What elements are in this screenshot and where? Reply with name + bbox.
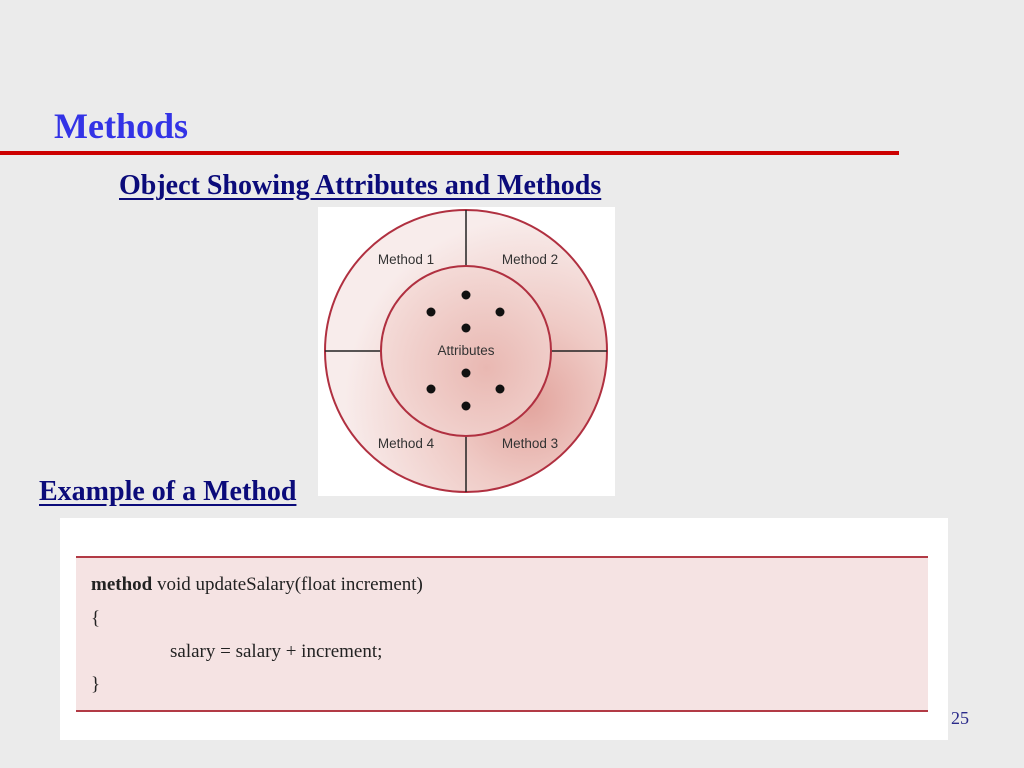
attribute-dot [496,385,505,394]
code-signature: void updateSalary(float increment) [152,574,423,595]
code-line-signature [91,574,423,596]
method-2-label: Method 2 [501,252,559,267]
page-number: 25 [951,708,969,728]
attribute-dot [427,385,436,394]
example-heading: Example of a Method [39,476,297,507]
slide-title: Methods [54,106,188,146]
attribute-dot [496,308,505,317]
code-block [76,556,928,712]
diagram-heading: Object Showing Attributes and Methods [119,170,602,201]
attribute-dot [462,402,471,411]
title-divider [0,151,899,155]
attribute-dot [427,308,436,317]
object-diagram [318,207,615,496]
attribute-dot [462,291,471,300]
method-4-label: Method 4 [377,436,435,451]
attribute-dot [462,369,471,378]
method-3-label: Method 3 [501,436,559,451]
code-line-open-brace: { [91,608,101,629]
code-line-close-brace: } [91,674,101,695]
attributes-label: Attributes [437,343,495,358]
method-1-label: Method 1 [377,252,435,267]
object-diagram-svg [318,207,615,496]
code-example-panel [60,518,948,740]
attribute-dot [462,324,471,333]
code-keyword: method [91,574,153,595]
code-line-body: salary = salary + increment; [170,641,383,662]
